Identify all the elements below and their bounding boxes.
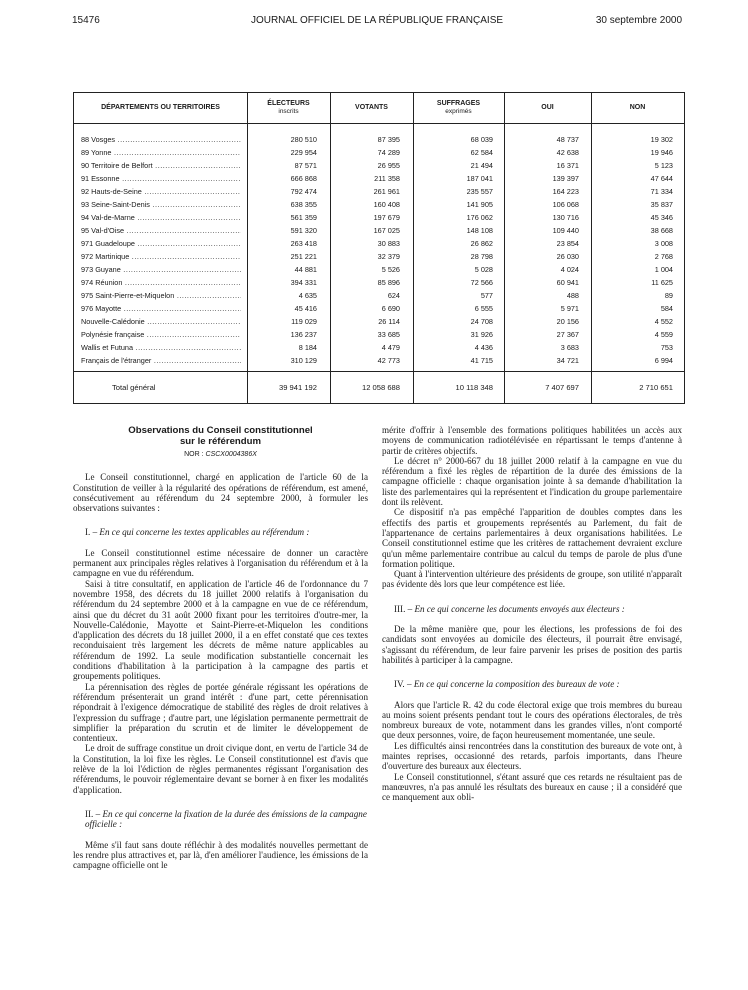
cell-non: 89 bbox=[664, 291, 673, 300]
territory-name: 92 Hauts-de-Seine ..... bbox=[81, 187, 241, 196]
cell-oui: 5 971 bbox=[560, 304, 579, 313]
cell-votants: 74 289 bbox=[377, 148, 400, 157]
cell-suffrages: 6 555 bbox=[474, 304, 493, 313]
cell-oui: 60 941 bbox=[556, 278, 579, 287]
section-heading-3: III. – En ce qui concerne les documents envoyés aux électeurs : bbox=[394, 603, 625, 614]
header-electeurs: ÉLECTEURS inscrits bbox=[267, 100, 310, 115]
cell-votants: 160 408 bbox=[373, 200, 400, 209]
cell-non: 3 008 bbox=[654, 239, 673, 248]
cell-suffrages: 21 494 bbox=[470, 161, 493, 170]
cell-electeurs: 136 237 bbox=[290, 330, 317, 339]
cell-votants: 42 773 bbox=[377, 356, 400, 365]
cell-oui: 23 854 bbox=[556, 239, 579, 248]
cell-votants: 30 883 bbox=[377, 239, 400, 248]
cell-votants: 5 526 bbox=[381, 265, 400, 274]
paragraph: Le droit de suffrage constitue un droit civique dont, en vertu de l'article 34 de la Constitution, la loi fixe les règles. Le Conseil constitutionnel est d'avis que relève de la loi l'édiction de règles permanentes régissant l'organisation des référendums, le pouvoir réglementaire devant se borner à en fixer les modalités d'application. bbox=[73, 743, 368, 795]
cell-electeurs: 591 320 bbox=[290, 226, 317, 235]
cell-votants: 261 961 bbox=[373, 187, 400, 196]
paragraph: Quant à l'intervention ultérieure des présidents de groupe, son utilité n'apparaît pas évidente dès lors que leur compétence est liée. bbox=[382, 569, 682, 590]
journal-title: JOURNAL OFFICIEL DE LA RÉPUBLIQUE FRANÇAISE bbox=[250, 15, 504, 26]
section-heading-1: I. – En ce qui concerne les textes applicables au référendum : bbox=[85, 527, 310, 538]
article-title: Observations du Conseil constitutionnel sur le référendum bbox=[128, 425, 313, 447]
paragraph: Alors que l'article R. 42 du code électoral exige que trois membres du bureau au moins soient présents pendant tout le cours des opérations électorales, de très nombreux bureaux de vote, notamment dans les grandes villes, n'ont comporté que deux personnes, voire, de façon heureusement momentanée, une seule. bbox=[382, 699, 682, 741]
paragraph: Les difficultés ainsi rencontrées dans la constitution des bureaux de vote ont, à maintes reprises, occasionné des retards, parfois importants, dans l'heure d'ouverture des bureaux aux électeurs. bbox=[382, 740, 682, 772]
cell-suffrages: 28 798 bbox=[470, 252, 493, 261]
cell-votants: 85 896 bbox=[377, 278, 400, 287]
cell-suffrages: 187 041 bbox=[466, 174, 493, 183]
table-row bbox=[74, 291, 684, 303]
section-heading-4: IV. – En ce qui concerne la composition des bureaux de vote : bbox=[394, 679, 620, 690]
header-votants: VOTANTS bbox=[355, 104, 388, 111]
territory-name: 89 Yonne ..... bbox=[81, 148, 241, 157]
cell-non: 584 bbox=[660, 304, 673, 313]
cell-electeurs: 44 881 bbox=[294, 265, 317, 274]
table-row bbox=[74, 278, 684, 290]
cell-votants: 87 395 bbox=[377, 135, 400, 144]
cell-electeurs: 310 129 bbox=[290, 356, 317, 365]
cell-oui: 16 371 bbox=[556, 161, 579, 170]
table-row bbox=[74, 174, 684, 186]
territory-name: 94 Val-de-Marne ..... bbox=[81, 213, 241, 222]
table-row bbox=[74, 317, 684, 329]
cell-suffrages: 4 436 bbox=[474, 343, 493, 352]
territory-name: Français de l'étranger ..... bbox=[81, 356, 241, 365]
cell-votants: 26 955 bbox=[377, 161, 400, 170]
territory-name: 90 Territoire de Belfort ..... bbox=[81, 161, 241, 170]
cell-electeurs: 45 416 bbox=[294, 304, 317, 313]
table-row bbox=[74, 330, 684, 342]
paragraph: Saisi à titre consultatif, en application de l'article 46 de l'ordonnance du 7 novembre 1958, des décrets du 18 juillet 2000 relatifs à l'organisation du référendum du 24 septembre 2000 et à la campagne en vue de ce référendum, ainsi que du décret du 31 août 2000 fixant pour les territoires d'outre-mer, la Nouvelle-Calédonie, Mayotte et Saint-Pierre-et-Miquelon les conditions d'application des décrets du 18 juillet 2000, il a en effet constaté que ces textes reconduisaient très largement les décrets de même nature applicables au référendum de 1992. La seule modification substantielle concernait les conditions d'habilitation à la participation à la campagne des partis et groupements politiques. bbox=[73, 578, 368, 682]
table-row bbox=[74, 265, 684, 277]
cell-votants: 197 679 bbox=[373, 213, 400, 222]
cell-suffrages: 577 bbox=[480, 291, 493, 300]
cell-electeurs: 251 221 bbox=[290, 252, 317, 261]
cell-suffrages: 68 039 bbox=[470, 135, 493, 144]
cell-oui: 3 683 bbox=[560, 343, 579, 352]
territory-name: 95 Val-d'Oise ..... bbox=[81, 226, 241, 235]
cell-votants: 26 114 bbox=[378, 317, 400, 326]
cell-suffrages: 62 584 bbox=[470, 148, 493, 157]
intro-paragraph: Le Conseil constitutionnel, chargé en application de l'article 60 de la Constitution de veiller à la régularité des opérations de référendum, est amené, consécutivement au référendum du 24 septembre 2000, à formuler les observations suivantes : bbox=[73, 472, 368, 514]
cell-suffrages: 26 862 bbox=[470, 239, 493, 248]
territory-name: 975 Saint-Pierre-et-Miquelon ..... bbox=[81, 291, 241, 300]
cell-electeurs: 8 184 bbox=[298, 343, 317, 352]
cell-suffrages: 141 905 bbox=[466, 200, 493, 209]
cell-non: 11 625 bbox=[651, 278, 673, 287]
table-row bbox=[74, 148, 684, 160]
cell-oui: 42 638 bbox=[556, 148, 579, 157]
cell-oui: 4 024 bbox=[560, 265, 579, 274]
cell-electeurs: 263 418 bbox=[290, 239, 317, 248]
cell-non: 35 837 bbox=[650, 200, 673, 209]
cell-oui: 106 068 bbox=[552, 200, 579, 209]
table-row bbox=[74, 343, 684, 355]
cell-oui: 130 716 bbox=[552, 213, 579, 222]
cell-votants: 33 685 bbox=[377, 330, 400, 339]
table-row bbox=[74, 239, 684, 251]
cell-non: 2 768 bbox=[654, 252, 673, 261]
cell-oui: 48 737 bbox=[556, 135, 579, 144]
table-row bbox=[74, 200, 684, 212]
territory-name: Nouvelle-Calédonie ..... bbox=[81, 317, 241, 326]
cell-electeurs: 4 635 bbox=[298, 291, 317, 300]
paragraph: Le Conseil constitutionnel estime nécessaire de donner un caractère permanent aux principales règles relatives à l'organisation du référendum et à la campagne en vue du référendum. bbox=[73, 547, 368, 579]
paragraph: Ce dispositif n'a pas empêché l'apparition de doubles comptes dans les effectifs des partis et groupements représentés au Parlement, du fait de l'appartenance de certains parlementaires à deux organisations habilitées. Le Conseil constitutionnel estime que les critères de rattachement devraient exclure qu'un même parlementaire contribue au calcul du temps de parole de plus d'une formation politique. bbox=[382, 507, 682, 569]
cell-oui: 164 223 bbox=[552, 187, 579, 196]
territory-name: Wallis et Futuna ..... bbox=[81, 343, 241, 352]
paragraph: Le Conseil constitutionnel, s'étant assuré que ces retards ne résultaient pas de manœuvres, n'a pas annulé les résultats des bureaux en cause ; il a considéré que ce manquement aux obli- bbox=[382, 771, 682, 803]
page-header bbox=[72, 15, 682, 29]
cell-non: 71 334 bbox=[650, 187, 673, 196]
cell-non: 47 644 bbox=[650, 174, 673, 183]
table-row bbox=[74, 187, 684, 199]
total-electeurs: 39 941 192 bbox=[278, 383, 317, 392]
cell-suffrages: 148 108 bbox=[466, 226, 493, 235]
section-heading-2: II. – En ce qui concerne la fixation de la durée des émissions de la campagne officielle : bbox=[85, 808, 367, 830]
cell-votants: 6 690 bbox=[381, 304, 400, 313]
header-oui: OUI bbox=[541, 104, 554, 111]
paragraph: Le décret n° 2000-667 du 18 juillet 2000 relatif à la campagne en vue du référendum a fixé les règles de répartition de la durée des émissions de la campagne officielle : chaque organisation jointe à sa demande d'habilitation la liste des parlementaires qui la représentent et l'indication du groupe parlementaire dont ils relèvent. bbox=[382, 455, 682, 508]
cell-electeurs: 229 954 bbox=[290, 148, 317, 157]
cell-electeurs: 87 571 bbox=[294, 161, 317, 170]
table-row bbox=[74, 252, 684, 264]
cell-non: 19 302 bbox=[650, 135, 673, 144]
cell-votants: 211 358 bbox=[374, 174, 400, 183]
territory-name: 974 Réunion ..... bbox=[81, 278, 241, 287]
cell-non: 19 946 bbox=[650, 148, 673, 157]
table-row bbox=[74, 213, 684, 225]
cell-votants: 4 479 bbox=[381, 343, 400, 352]
header-non: NON bbox=[629, 104, 646, 111]
paragraph: mérite d'offrir à l'ensemble des formations politiques habilitées un accès aux moyens de communication radiotélévisée en répartissant le temps d'antenne à partir de critères objectifs. bbox=[382, 425, 682, 456]
cell-non: 1 004 bbox=[654, 265, 673, 274]
cell-oui: 20 156 bbox=[556, 317, 579, 326]
cell-oui: 139 397 bbox=[552, 174, 579, 183]
cell-non: 6 994 bbox=[654, 356, 673, 365]
text-column-left bbox=[73, 425, 368, 870]
issue-date: 30 septembre 2000 bbox=[595, 15, 682, 26]
cell-votants: 624 bbox=[387, 291, 400, 300]
territory-name: 976 Mayotte ..... bbox=[81, 304, 241, 313]
territory-name: 88 Vosges ..... bbox=[81, 135, 241, 144]
cell-electeurs: 394 331 bbox=[290, 278, 317, 287]
total-row bbox=[74, 371, 684, 404]
paragraph: De la même manière que, pour les élections, les professions de foi des candidats sont envoyées au domicile des électeurs, il pourrait être envisagé, s'agissant du référendum, de leur faire parvenir les prises de position des partis habilités à participer à la campagne. bbox=[382, 624, 682, 665]
cell-electeurs: 666 868 bbox=[290, 174, 317, 183]
territory-name: 93 Seine-Saint-Denis ..... bbox=[81, 200, 241, 209]
cell-non: 753 bbox=[660, 343, 673, 352]
cell-suffrages: 235 557 bbox=[466, 187, 493, 196]
total-suffrages: 10 118 348 bbox=[455, 383, 493, 392]
cell-suffrages: 24 708 bbox=[470, 317, 493, 326]
header-suffrages: SUFFRAGES exprimés bbox=[436, 100, 481, 115]
cell-suffrages: 41 715 bbox=[470, 356, 493, 365]
cell-electeurs: 792 474 bbox=[290, 187, 317, 196]
cell-non: 4 552 bbox=[654, 317, 673, 326]
table-row bbox=[74, 304, 684, 316]
territory-name: 971 Guadeloupe ..... bbox=[81, 239, 241, 248]
text-column-right bbox=[382, 425, 682, 803]
cell-electeurs: 561 359 bbox=[290, 213, 317, 222]
total-non: 2 710 651 bbox=[639, 383, 673, 392]
cell-votants: 167 025 bbox=[373, 226, 400, 235]
total-oui: 7 407 697 bbox=[545, 383, 579, 392]
cell-oui: 488 bbox=[566, 291, 579, 300]
cell-electeurs: 638 355 bbox=[290, 200, 317, 209]
cell-non: 4 559 bbox=[654, 330, 673, 339]
cell-oui: 34 721 bbox=[556, 356, 579, 365]
table-row bbox=[74, 356, 684, 368]
cell-oui: 109 440 bbox=[552, 226, 579, 235]
table-row bbox=[74, 226, 684, 238]
header-territoires: DÉPARTEMENTS OU TERRITOIRES bbox=[101, 104, 220, 111]
cell-non: 38 668 bbox=[650, 226, 673, 235]
cell-oui: 26 030 bbox=[556, 252, 579, 261]
cell-oui: 27 367 bbox=[556, 330, 579, 339]
cell-suffrages: 72 566 bbox=[470, 278, 493, 287]
cell-suffrages: 176 062 bbox=[466, 213, 493, 222]
table-row bbox=[74, 135, 684, 147]
table-row bbox=[74, 161, 684, 173]
page-number: 15476 bbox=[72, 15, 100, 26]
territory-name: 973 Guyane ..... bbox=[81, 265, 241, 274]
cell-electeurs: 280 510 bbox=[290, 135, 317, 144]
total-votants: 12 058 688 bbox=[361, 383, 400, 392]
paragraph: Même s'il faut sans doute réfléchir à des modalités nouvelles permettant de les rendre plus attractives et, par là, d'en améliorer l'audience, les émissions de la campagne officielle ont le bbox=[73, 839, 368, 871]
cell-electeurs: 119 029 bbox=[291, 317, 317, 326]
results-table bbox=[73, 92, 685, 404]
cell-non: 45 346 bbox=[650, 213, 673, 222]
territory-name: Polynésie française ..... bbox=[81, 330, 241, 339]
total-label: Total général bbox=[112, 383, 156, 392]
cell-votants: 32 379 bbox=[377, 252, 400, 261]
cell-suffrages: 31 926 bbox=[470, 330, 493, 339]
territory-name: 972 Martinique ..... bbox=[81, 252, 241, 261]
cell-non: 5 123 bbox=[654, 161, 673, 170]
nor-reference: NOR : CSCX0004386X bbox=[184, 451, 257, 458]
cell-suffrages: 5 028 bbox=[474, 265, 493, 274]
territory-name: 91 Essonne ..... bbox=[81, 174, 241, 183]
paragraph: La pérennisation des règles de portée générale régissant les opérations de référendum présenterait un grand intérêt : d'une part, cette pérennisation répondrait à l'exigence démocratique de stabilité des règles de droit relatives à l'expression du suffrage ; d'autre part, une législation permanente permettrait de simplifier la préparation du scrutin et de limiter le développement de contentieux. bbox=[73, 681, 368, 744]
